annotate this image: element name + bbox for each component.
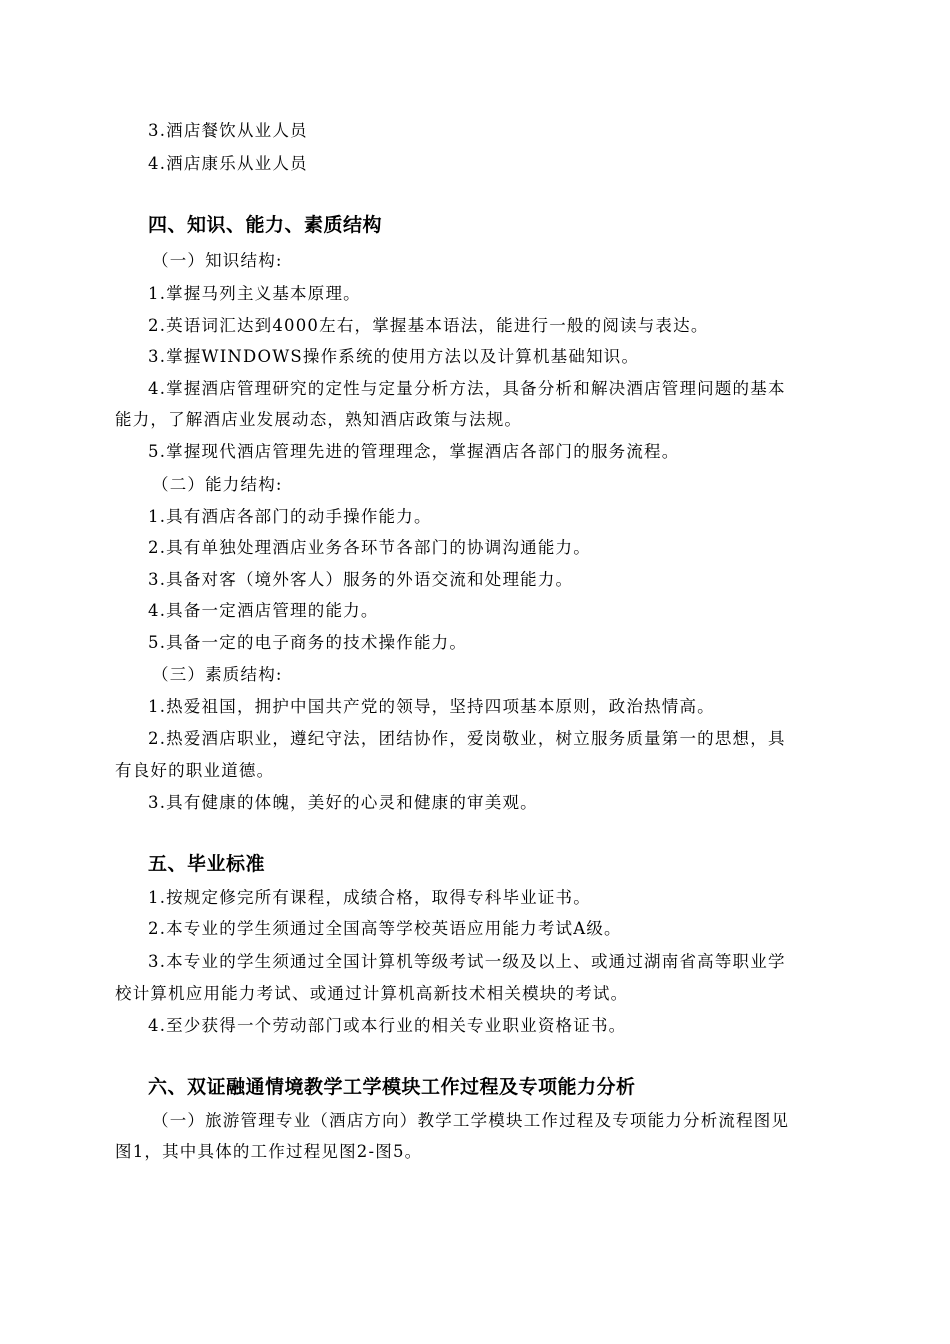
subsection-title-knowledge: （一）知识结构: bbox=[152, 251, 283, 270]
list-item: 2.本专业的学生须通过全国高等学校英语应用能力考试A级。 bbox=[148, 919, 622, 938]
list-item: 3.本专业的学生须通过全国计算机等级考试一级及以上、或通过湖南省高等职业学 bbox=[148, 952, 786, 971]
list-item: 4.掌握酒店管理研究的定性与定量分析方法，具备分析和解决酒店管理问题的基本 bbox=[148, 379, 786, 398]
list-item: 1.热爱祖国，拥护中国共产党的领导，坚持四项基本原则，政治热情高。 bbox=[148, 697, 715, 716]
intro-item: 3.酒店餐饮从业人员 bbox=[148, 121, 308, 140]
section-heading-6: 六、双证融通情境教学工学模块工作过程及专项能力分析 bbox=[148, 1076, 636, 1098]
list-item: 5.掌握现代酒店管理先进的管理理念，掌握酒店各部门的服务流程。 bbox=[148, 442, 680, 461]
list-item: 1.按规定修完所有课程，成绩合格，取得专科毕业证书。 bbox=[148, 888, 591, 907]
list-item-continuation: 有良好的职业道德。 bbox=[115, 761, 275, 780]
list-item: 1.具有酒店各部门的动手操作能力。 bbox=[148, 507, 432, 526]
list-item: 2.热爱酒店职业，遵纪守法，团结协作，爱岗敬业，树立服务质量第一的思想，具 bbox=[148, 729, 786, 748]
list-item-continuation: 能力，了解酒店业发展动态，熟知酒店政策与法规。 bbox=[115, 410, 523, 429]
subsection-title-ability: （二）能力结构: bbox=[152, 475, 283, 494]
subsection-title-quality: （三）素质结构: bbox=[152, 665, 283, 684]
intro-item: 4.酒店康乐从业人员 bbox=[148, 154, 308, 173]
list-item: 3.具有健康的体魄，美好的心灵和健康的审美观。 bbox=[148, 793, 538, 812]
list-item: 4.具备一定酒店管理的能力。 bbox=[148, 601, 379, 620]
section-heading-5: 五、毕业标准 bbox=[148, 853, 266, 875]
list-item: 5.具备一定的电子商务的技术操作能力。 bbox=[148, 633, 468, 652]
section-heading-4: 四、知识、能力、素质结构 bbox=[148, 214, 383, 236]
list-item: 2.具有单独处理酒店业务各环节各部门的协调沟通能力。 bbox=[148, 538, 591, 557]
paragraph: （一）旅游管理专业（酒店方向）教学工学模块工作过程及专项能力分析流程图见 bbox=[152, 1111, 790, 1130]
list-item: 4.至少获得一个劳动部门或本行业的相关专业职业资格证书。 bbox=[148, 1016, 627, 1035]
paragraph-continuation: 图1，其中具体的工作过程见图2-图5。 bbox=[115, 1142, 423, 1161]
list-item: 2.英语词汇达到4000左右，掌握基本语法，能进行一般的阅读与表达。 bbox=[148, 316, 709, 335]
list-item: 1.掌握马列主义基本原理。 bbox=[148, 284, 361, 303]
list-item: 3.具备对客（境外客人）服务的外语交流和处理能力。 bbox=[148, 570, 574, 589]
list-item: 3.掌握WINDOWS操作系统的使用方法以及计算机基础知识。 bbox=[148, 347, 640, 366]
list-item-continuation: 校计算机应用能力考试、或通过计算机高新技术相关模块的考试。 bbox=[115, 984, 629, 1003]
